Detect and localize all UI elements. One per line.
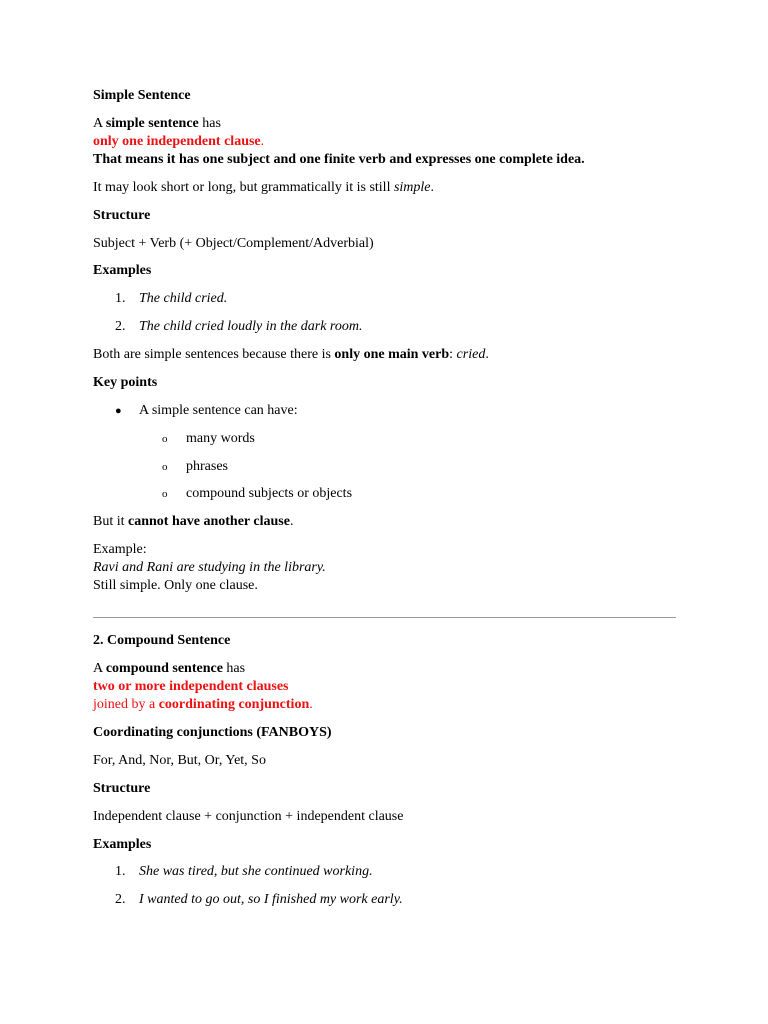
sub-bullet-item: phrases bbox=[186, 459, 228, 474]
bold-coordinating-conjunction: coordinating conjunction bbox=[158, 697, 310, 712]
simple-definition-line bbox=[93, 115, 221, 133]
simple-structure-text: Subject + Verb (+ Object/Complement/Adverbial) bbox=[93, 236, 374, 251]
compound-joined-line bbox=[93, 696, 313, 714]
sub-bullet-marker: o bbox=[162, 461, 168, 473]
section-divider bbox=[93, 617, 676, 618]
list-number: 2. bbox=[115, 319, 126, 334]
list-number: 1. bbox=[115, 291, 126, 306]
text-run: . bbox=[289, 514, 294, 529]
simple-definition-bold-line: That means it has one subject and one finite verb and expresses one complete idea. bbox=[93, 152, 585, 167]
sub-bullet-marker: o bbox=[162, 488, 168, 500]
sub-bullet-marker: o bbox=[162, 433, 168, 445]
bullet-marker: ● bbox=[115, 405, 122, 417]
sub-bullet-item: many words bbox=[186, 431, 255, 446]
compound-sentence-heading: 2. Compound Sentence bbox=[93, 633, 231, 648]
list-number: 2. bbox=[115, 892, 126, 907]
simple-but-line bbox=[93, 513, 293, 531]
text-run: Both are simple sentences because there is bbox=[93, 347, 335, 362]
highlight-one-clause: only one independent clause bbox=[93, 134, 261, 149]
simple-example-item: The child cried loudly in the dark room. bbox=[139, 319, 363, 334]
text-run: It may look short or long, but grammatically it is still bbox=[93, 180, 394, 195]
text-run: A bbox=[93, 116, 106, 131]
text-run: . bbox=[260, 134, 265, 149]
compound-structure-heading: Structure bbox=[93, 781, 151, 796]
text-run: A bbox=[93, 661, 106, 676]
text-run: has bbox=[222, 661, 246, 676]
italic-cried: cried bbox=[456, 347, 486, 362]
text-run: . bbox=[485, 347, 489, 362]
example-sentence: Ravi and Rani are studying in the library. bbox=[93, 560, 326, 575]
compound-example-item: I wanted to go out, so I finished my work early. bbox=[139, 892, 403, 907]
simple-note-line bbox=[93, 179, 434, 197]
term-simple-sentence: simple sentence bbox=[105, 116, 199, 131]
text-run: has bbox=[198, 116, 221, 131]
simple-example-item: The child cried. bbox=[139, 291, 228, 306]
sub-bullet-item: compound subjects or objects bbox=[186, 486, 353, 501]
bullet-item: A simple sentence can have: bbox=[139, 403, 298, 418]
simple-sentence-heading: Simple Sentence bbox=[93, 88, 191, 103]
compound-definition-line bbox=[93, 660, 245, 678]
bold-main-verb: only one main verb bbox=[334, 347, 450, 362]
example-note: Still simple. Only one clause. bbox=[93, 578, 258, 593]
compound-structure-text: Independent clause + conjunction + independent clause bbox=[93, 809, 404, 824]
text-run: . bbox=[430, 180, 435, 195]
example-label: Example: bbox=[93, 542, 147, 557]
simple-examples-heading: Examples bbox=[93, 263, 152, 278]
key-points-heading: Key points bbox=[93, 375, 158, 390]
text-run: But it bbox=[93, 514, 129, 529]
simple-both-line bbox=[93, 346, 489, 364]
compound-example-item: She was tired, but she continued working. bbox=[139, 864, 373, 879]
text-run: . bbox=[309, 697, 313, 712]
simple-structure-heading: Structure bbox=[93, 208, 151, 223]
compound-definition-red-line: two or more independent clauses bbox=[93, 679, 289, 694]
text-run: : bbox=[449, 347, 457, 362]
fanboys-list: For, And, Nor, But, Or, Yet, So bbox=[93, 753, 266, 768]
bold-cannot-clause: cannot have another clause bbox=[128, 514, 290, 529]
term-compound-sentence: compound sentence bbox=[105, 661, 223, 676]
italic-simple: simple bbox=[393, 180, 431, 195]
list-number: 1. bbox=[115, 864, 126, 879]
text-run: joined by a bbox=[93, 697, 159, 712]
fanboys-heading: Coordinating conjunctions (FANBOYS) bbox=[93, 725, 332, 740]
compound-examples-heading: Examples bbox=[93, 837, 152, 852]
simple-definition-red-line bbox=[93, 133, 264, 151]
